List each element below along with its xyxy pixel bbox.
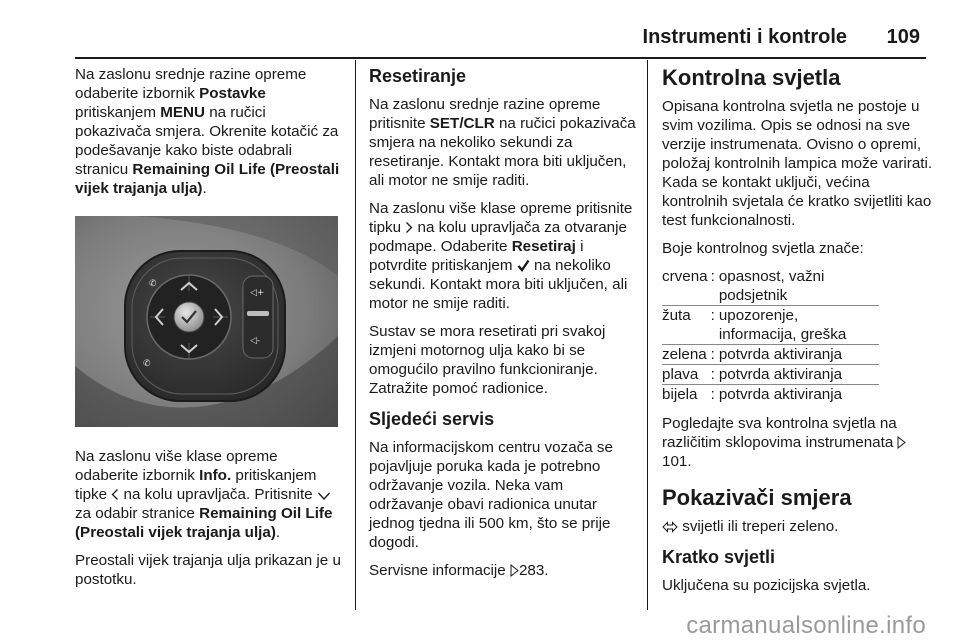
reset-heading: Resetiranje — [369, 66, 467, 86]
page-reference-icon — [897, 436, 906, 449]
checkmark-icon — [517, 259, 530, 272]
page-number: 109 — [886, 26, 920, 48]
position-lights-paragraph: Uključena su pozicijska svjetla. — [662, 577, 871, 594]
instrument-reference-paragraph: Pogledajte sva kontrolna svjetla na različitim sklopovima instrumenata 101. — [662, 414, 937, 471]
next-service-paragraph: Na informacijskom centru vozača se pojavljuje poruka kada je potrebno održavanje vozila. Neka vam održavanje obavi radionica unutar jednog tjedna ili 500 km, što se prije dogodi. — [369, 439, 613, 551]
warning-lights-intro: Opisana kontrolna svjetla ne postoje u svim vozilima. Opis se odnosi na sve verzije instrumenata. Ovisno o opremi, položaj kontrolnih lampica može varirati. Kada se kontakt uključi, većina kontrolnih svjetala će kratko svijetliti kao test funkcionalnosti. — [662, 98, 933, 229]
steering-wheel-controls-image — [75, 216, 338, 427]
turn-signals-paragraph: svijetli ili treperi zeleno. — [662, 517, 937, 536]
turn-signal-arrows-icon — [662, 521, 678, 533]
oil-life-upper-paragraph: Na zaslonu više klase opreme odaberite izbornik Info. pritiskanjem tipke na kolu upravljača. Pritisnite za odabir stranice Remaining Oil Life (Preostali vijek trajanja ulja). — [75, 448, 333, 541]
table-row: zelena : potvrda aktiviranja — [662, 345, 879, 365]
table-row: žuta : upozorenje, informacija, greška — [662, 306, 879, 345]
oil-life-percent-paragraph: Preostali vijek trajanja ulja prikazan je u postotku. — [75, 552, 341, 588]
watermark: carmanualsonline.info — [686, 612, 926, 639]
warning-lights-heading: Kontrolna svjetla — [662, 65, 841, 90]
chevron-down-icon — [317, 491, 331, 501]
header-title: Instrumenti i kontrole — [642, 26, 847, 48]
service-info-reference: Servisne informacije 283. — [369, 562, 549, 579]
table-row: plava : potvrda aktiviranja — [662, 365, 879, 385]
oil-life-intro-paragraph: Na zaslonu srednje razine opreme odaberite izbornik Postavke pritiskanjem MENU na ručici pokazivača smjera. Okrenite kotačić za podešavanje kako biste odabrali stranicu Remaining Oil Life (Preostali vijek trajanja ulja). — [75, 66, 340, 197]
svg-text:✆: ✆ — [149, 279, 157, 289]
turn-signals-heading: Pokazivači smjera — [662, 485, 852, 510]
reset-requirement-paragraph: Sustav se mora resetirati pri svakoj izmjeni motornog ulja kako bi se omogućilo pravilno funkcioniranje. Zatražite pomoć radionice. — [369, 323, 606, 397]
position-lights-heading: Kratko svjetli — [662, 547, 776, 567]
column-divider-right — [647, 60, 648, 610]
page-reference-icon — [510, 564, 519, 577]
column-divider-left — [355, 60, 356, 610]
right-column — [662, 65, 937, 604]
table-row: bijela : potvrda aktiviranja — [662, 386, 843, 403]
light-colors-intro: Boje kontrolnog svjetla znače: — [662, 240, 864, 257]
next-service-heading: Sljedeći servis — [369, 409, 495, 429]
table-row: crvena : opasnost, važni podsjetnik — [662, 267, 879, 306]
middle-column — [369, 65, 637, 589]
svg-text:◁+: ◁+ — [250, 288, 265, 298]
svg-text:✆: ✆ — [143, 359, 151, 369]
light-colors-table — [662, 267, 879, 404]
reset-upper-paragraph: Na zaslonu više klase opreme pritisnite tipku na kolu upravljača za otvaranje podmape. Odaberite Resetiraj i potvrdite pritiskanjem na nekoliko sekundi. Kontakt mora biti uključen, ali motor ne smije raditi. — [369, 200, 633, 312]
reset-mid-paragraph: Na zaslonu srednje razine opreme pritisnite SET/CLR na ručici pokazivača smjera na nekoliko sekundi za resetiranje. Kontakt mora biti uključen, ali motor ne smije raditi. — [369, 96, 636, 189]
svg-text:◁-: ◁- — [250, 336, 261, 346]
left-column — [75, 65, 345, 598]
header-rule — [75, 57, 926, 59]
